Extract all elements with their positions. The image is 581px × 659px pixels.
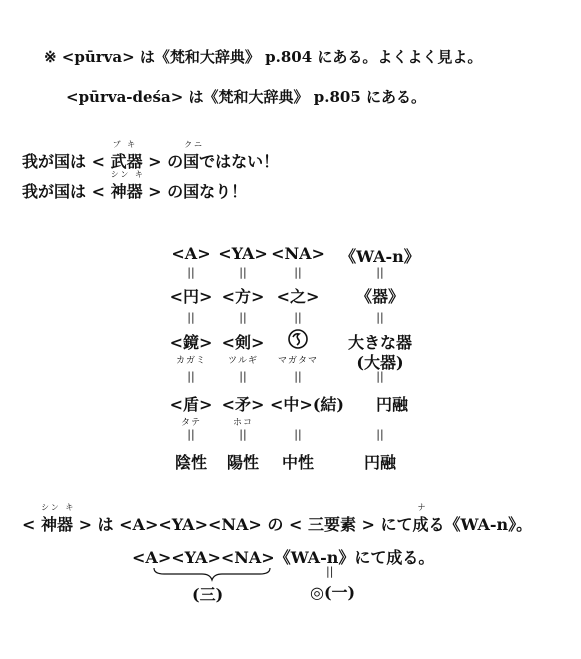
sub-r3c3: マガタマ (277, 356, 318, 366)
cell-r1c2: <YA> (218, 244, 268, 263)
cell-r4c1: <盾> (169, 395, 213, 414)
ruby-jingi: シン キ (110, 170, 145, 179)
cell-r4c2: <矛> (221, 395, 265, 414)
cell-r3c4: 大きな器 (347, 333, 412, 352)
sep: || (239, 370, 247, 383)
sep: || (187, 311, 195, 324)
statement-2: 我が国は < シン キ 神器 > の国なり！ (22, 170, 248, 201)
brace-label: (三) (192, 585, 224, 604)
note-line-1: ※ <pūrva> は《梵和大辞典》 p.804 にある。よくよく見よ。 (44, 48, 483, 66)
cell-r3c2: <剣> (221, 333, 265, 352)
sep: || (376, 428, 384, 441)
statement-1: 我が国は < ブ キ 武器 > の クニ 国ではない！ (22, 140, 280, 171)
sep: || (294, 311, 302, 324)
cell-r1c3: <NA> (271, 244, 325, 263)
cell-r2c3: <之> (276, 287, 320, 306)
ruby-kuni: クニ (184, 140, 204, 149)
sep: || (239, 428, 247, 441)
cell-r3c1: <鏡> (169, 333, 213, 352)
cell-r5c2: 陽性 (226, 453, 259, 472)
cell-r5c3: 中性 (281, 453, 314, 472)
brace-icon (152, 566, 272, 582)
sep: || (187, 370, 195, 383)
sep: || (239, 266, 247, 279)
sub-r3c1: カガミ (175, 356, 206, 366)
sep: || (294, 428, 302, 441)
cell-r5c4: 円融 (363, 453, 396, 472)
ruby-jingi-2: シン キ (40, 503, 76, 512)
conclusion-line-2: <A><YA><NA>《WA-n》にて成る。 (132, 548, 435, 567)
sep: || (187, 266, 195, 279)
cell-r4c4: 円融 (375, 395, 408, 414)
sep: || (376, 370, 384, 383)
cell-r2c1: <円> (169, 287, 213, 306)
sub-r3c2: ツルギ (227, 356, 258, 366)
magatama-icon (270, 328, 326, 354)
cell-r2c4: 《器》 (355, 287, 404, 306)
magatama-svg (287, 328, 309, 350)
cell-r1c4: 《WA-n》 (340, 247, 420, 266)
eq-mark: || (326, 565, 334, 578)
cell-r1c1: <A> (171, 244, 211, 263)
sep: || (187, 428, 195, 441)
sep: || (376, 266, 384, 279)
cell-r4c3: <中>(結) (270, 395, 344, 414)
sep: || (294, 370, 302, 383)
sub-r4c2: ホコ (232, 418, 253, 428)
conclusion-line-1: < シン キ 神器 > は <A><YA><NA> の < 三要素 > にて ナ 成る《WA-n》。 (22, 503, 533, 534)
cell-r5c1: 陰性 (174, 453, 207, 472)
sub-r4c1: タテ (180, 418, 201, 428)
sep: || (239, 311, 247, 324)
sep: || (294, 266, 302, 279)
cell-r2c2: <方> (221, 287, 265, 306)
sub-r3c4: (大器) (356, 353, 404, 372)
note-line-2: <pūrva-deśa> は《梵和大辞典》 p.805 にある。 (66, 88, 426, 106)
ruby-buki: ブ キ (112, 140, 138, 149)
sep: || (376, 311, 384, 324)
one-label: ◎(一) (310, 583, 356, 602)
ruby-naru: ナ (417, 503, 428, 512)
